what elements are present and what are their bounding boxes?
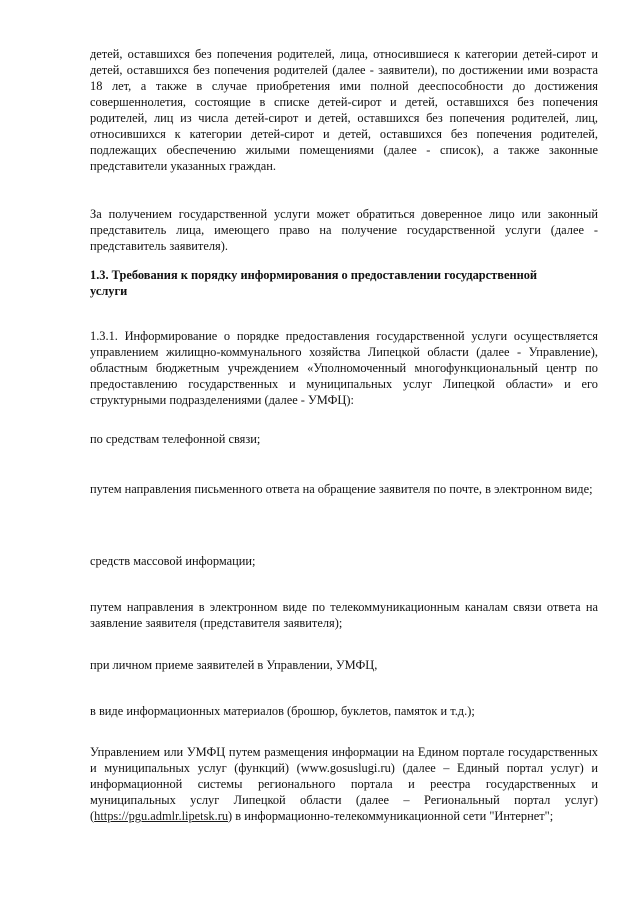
paragraph-representative: За получением государственной услуги может обратиться доверенное лицо или законный представитель лица, имеющего право на получение государственной услуги (далее - представитель заявителя). <box>90 207 598 253</box>
paragraph-portal <box>90 744 598 824</box>
list-item-info-materials: в виде информационных материалов (брошюр, буклетов, памяток и т.д.); <box>90 704 475 718</box>
list-item-mass-media: средств массовой информации; <box>90 554 256 568</box>
portal-text-before: Управлением или УМФЦ путем размещения информации на Едином портале государственных и муниципальных услуг (функций) (www.gosuslugi.ru) (далее – Единый портал услуг) и информационной системы регионального портала и реестра государственных и муниципальных услуг Липецкой области (далее – Региональный портал услуг) ( <box>90 745 598 823</box>
regional-portal-link[interactable]: https://pgu.admlr.lipetsk.ru <box>94 809 229 823</box>
section-heading-1-3: 1.3. Требования к порядку информирования о предоставлении государственной услуги <box>90 268 538 298</box>
list-item-phone: по средствам телефонной связи; <box>90 432 261 446</box>
list-item-telecom: путем направления в электронном виде по телекоммуникационным каналам связи ответа на заявление заявителя (представителя заявителя); <box>90 600 598 630</box>
portal-text-after: ) в информационно-телекоммуникационной сети "Интернет"; <box>228 809 554 823</box>
list-item-written-response: путем направления письменного ответа на обращение заявителя по почте, в электронном виде; <box>90 482 593 496</box>
paragraph-1-3-1: 1.3.1. Информирование о порядке предоставления государственной услуги осуществляется управлением жилищно-коммунального хозяйства Липецкой области (далее - Управление), областным бюджетным учреждением «Уполномоченный многофункциональный центр по предоставлению государственных и муниципальных услуг Липецкой области» и его структурными подразделениями (далее - УМФЦ): <box>90 329 598 407</box>
paragraph-applicants: детей, оставшихся без попечения родителей, лица, относившиеся к категории детей-сирот и детей, оставшихся без попечения родителей (далее - заявители), по достижении ими возраста 18 лет, а также в случае приобретения ими полной дееспособности до достижения совершеннолетия, состоящие в списке детей-сирот и детей, оставшихся без попечения родителей, лиц из числа детей-сирот и детей, оставшихся без попечения родителей, лиц, относившихся к категории детей-сирот и детей, оставшихся без попечения родителей, подлежащих обеспечению жилыми помещениями (далее - список), а также законные представители указанных граждан. <box>90 47 598 173</box>
list-item-personal-reception: при личном приеме заявителей в Управлении, УМФЦ, <box>90 658 378 672</box>
